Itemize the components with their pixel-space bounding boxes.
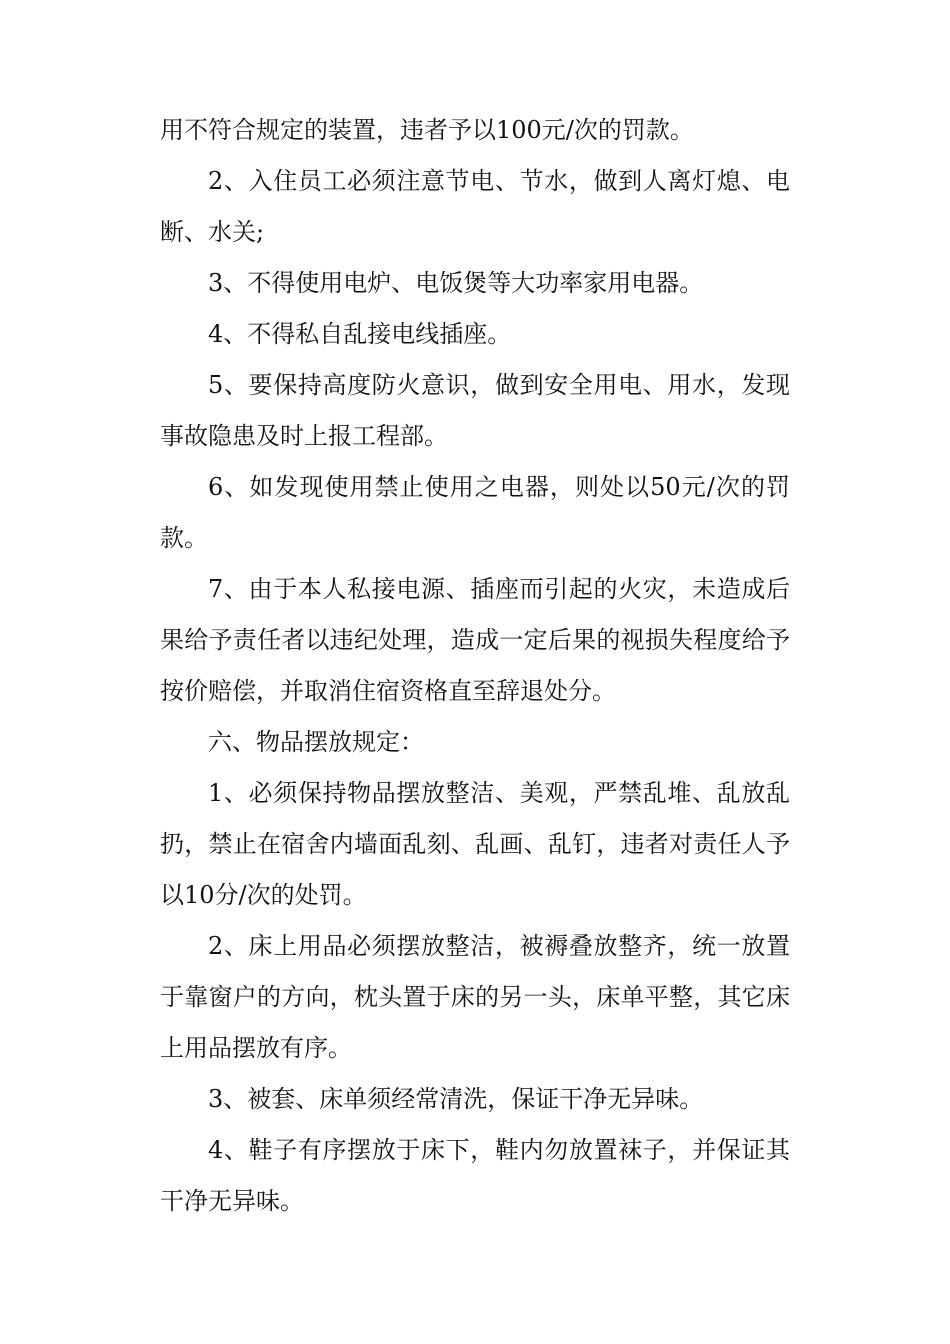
paragraph-item-6-penalty: 6、如发现使用禁止使用之电器，则处以50元/次的罚款。 <box>160 473 790 552</box>
paragraph-item-7-fire-liability: 7、由于本人私接电源、插座而引起的火灾，未造成后果给予责任者以违纪处理，造成一定后果的视损失程度给予按价赔偿，并取消住宿资格直至辞退处分。 <box>160 575 790 705</box>
paragraph-placement-item-2: 2、床上用品必须摆放整洁，被褥叠放整齐，统一放置于靠窗户的方向，枕头置于床的另一头，床单平整，其它床上用品摆放有序。 <box>160 932 790 1062</box>
paragraph-item-4-no-wiring: 4、不得私自乱接电线插座。 <box>208 320 512 348</box>
paragraph-placement-item-3: 3、被套、床单须经常清洗，保证干净无异味。 <box>208 1085 704 1113</box>
paragraph-placement-item-4: 4、鞋子有序摆放于床下，鞋内勿放置袜子，并保证其干净无异味。 <box>160 1136 790 1215</box>
paragraph-item-2-save-power: 2、入住员工必须注意节电、节水，做到人离灯熄、电断、水关; <box>160 167 790 246</box>
paragraph-item-5-fire-safety: 5、要保持高度防火意识，做到安全用电、用水，发现事故隐患及时上报工程部。 <box>160 371 790 450</box>
section-heading-item-placement: 六、物品摆放规定： <box>208 728 424 756</box>
paragraph-item-3-no-appliances: 3、不得使用电炉、电饭煲等大功率家用电器。 <box>208 269 704 297</box>
paragraph-placement-item-1: 1、必须保持物品摆放整洁、美观，严禁乱堆、乱放乱扔，禁止在宿舍内墙面乱刻、乱画、乱钉，违者对责任人予以10分/次的处罚。 <box>160 779 790 909</box>
paragraph-continuation: 用不符合规定的装置，违者予以100元/次的罚款。 <box>160 116 694 144</box>
document-page <box>160 105 790 1227</box>
